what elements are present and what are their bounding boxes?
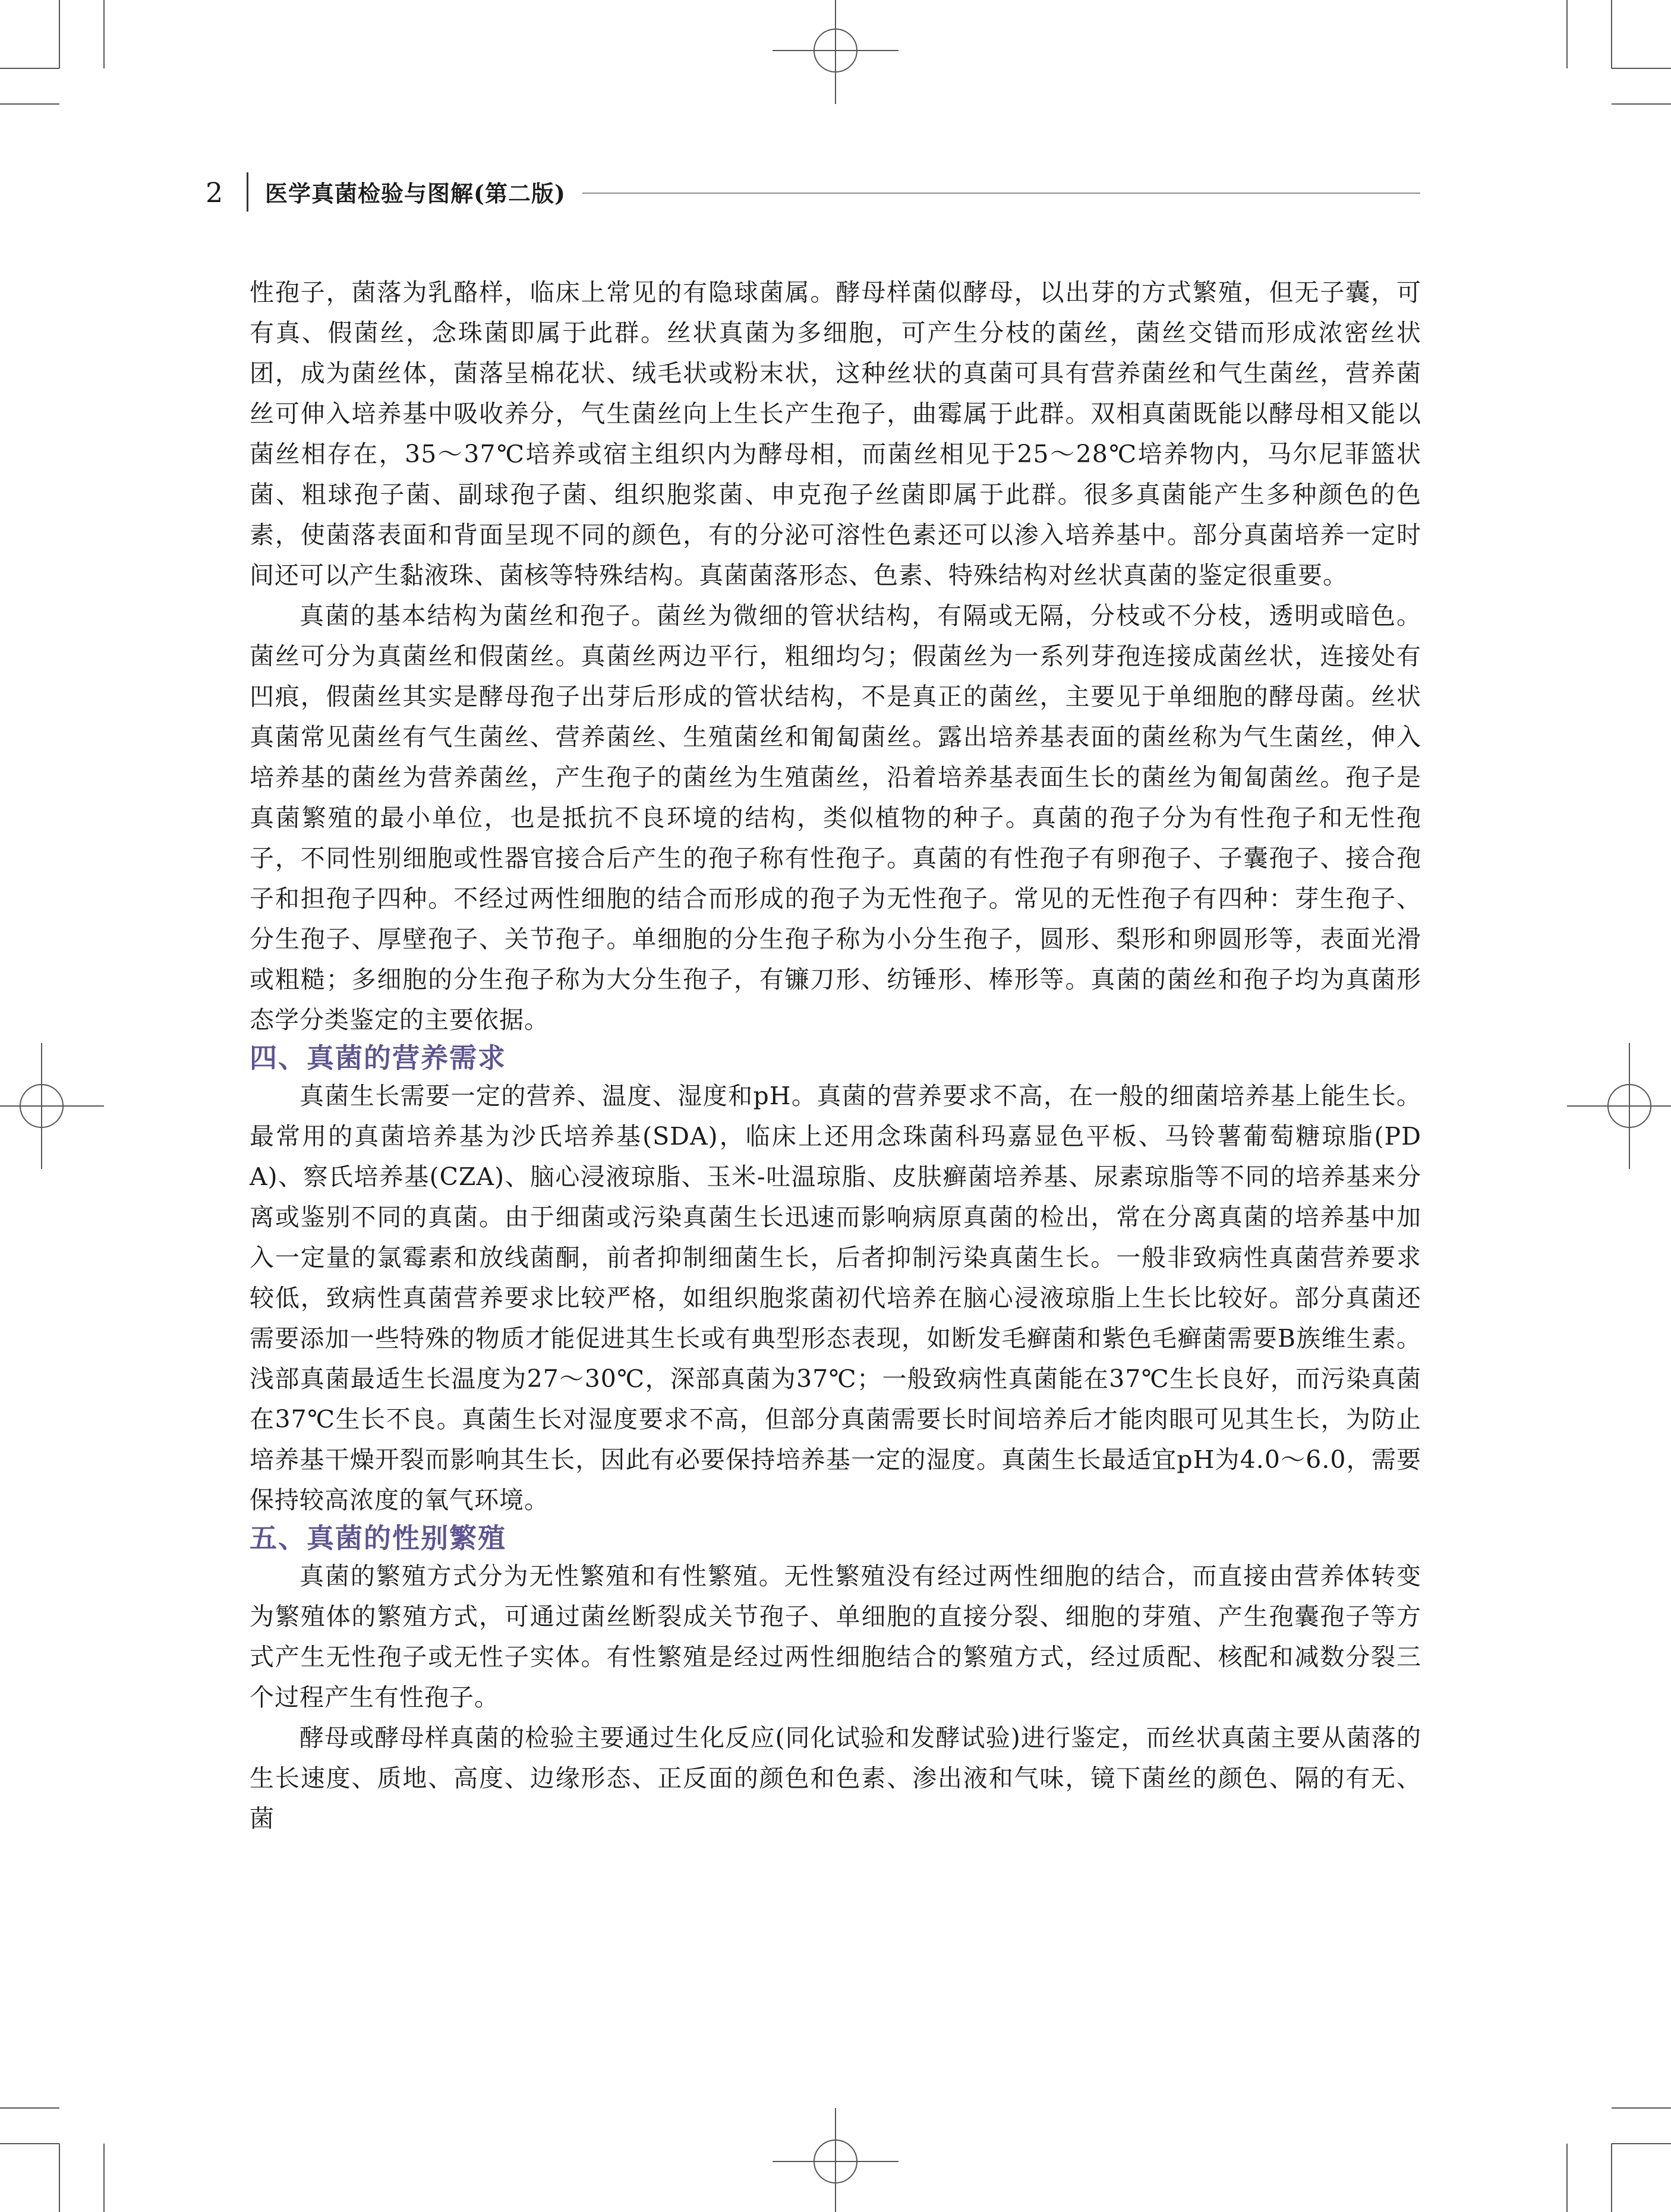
header-rule	[582, 193, 1420, 194]
running-header	[172, 172, 1420, 215]
header-divider	[247, 172, 248, 212]
paragraph-continued: 性孢子，菌落为乳酪样，临床上常见的有隐球菌属。酵母样菌似酵母，以出芽的方式繁殖，但无子囊，可有真、假菌丝，念珠菌即属于此群。丝状真菌为多细胞，可产生分枝的菌丝，菌丝交错而形成浓密丝状团，成为菌丝体，菌落呈棉花状、绒毛状或粉末状，这种丝状的真菌可具有营养菌丝和气生菌丝，营养菌丝可伸入培养基中吸收养分，气生菌丝向上生长产生孢子，曲霉属于此群。双相真菌既能以酵母相又能以菌丝相存在，35～37℃培养或宿主组织内为酵母相，而菌丝相见于25～28℃培养物内，马尔尼菲篮状菌、粗球孢子菌、副球孢子菌、组织胞浆菌、申克孢子丝菌即属于此群。很多真菌能产生多种颜色的色素，使菌落表面和背面呈现不同的颜色，有的分泌可溶性色素还可以渗入培养基中。部分真菌培养一定时间还可以产生黏液珠、菌核等特殊结构。真菌菌落形态、色素、特殊结构对丝状真菌的鉴定很重要。	[250, 278, 1421, 590]
paragraph-fungal-structure: 真菌的基本结构为菌丝和孢子。菌丝为微细的管状结构，有隔或无隔，分枝或不分枝，透明或暗色。菌丝可分为真菌丝和假菌丝。真菌丝两边平行，粗细均匀；假菌丝为一系列芽孢连接成菌丝状，连接处有凹痕，假菌丝其实是酵母孢子出芽后形成的管状结构，不是真正的菌丝，主要见于单细胞的酵母菌。丝状真菌常见菌丝有气生菌丝、营养菌丝、生殖菌丝和匍匐菌丝。露出培养基表面的菌丝称为气生菌丝，伸入培养基的菌丝为营养菌丝，产生孢子的菌丝为生殖菌丝，沿着培养基表面生长的菌丝为匍匐菌丝。孢子是真菌繁殖的最小单位，也是抵抗不良环境的结构，类似植物的种子。真菌的孢子分为有性孢子和无性孢子，不同性别细胞或性器官接合后产生的孢子称有性孢子。真菌的有性孢子有卵孢子、子囊孢子、接合孢子和担孢子四种。不经过两性细胞的结合而形成的孢子为无性孢子。常见的无性孢子有四种：芽生孢子、分生孢子、厚壁孢子、关节孢子。单细胞的分生孢子称为小分生孢子，圆形、梨形和卵圆形等，表面光滑或粗糙；多细胞的分生孢子称为大分生孢子，有镰刀形、纺锤形、棒形等。真菌的菌丝和孢子均为真菌形态学分类鉴定的主要依据。	[250, 601, 1421, 1034]
paragraph-nutrition: 真菌生长需要一定的营养、温度、湿度和pH。真菌的营养要求不高，在一般的细菌培养基上能生长。最常用的真菌培养基为沙氏培养基(SDA)，临床上还用念珠菌科玛嘉显色平板、马铃薯葡萄糖琼脂(PDA)、察氏培养基(CZA)、脑心浸液琼脂、玉米-吐温琼脂、皮肤癣菌培养基、尿素琼脂等不同的培养基来分离或鉴别不同的真菌。由于细菌或污染真菌生长迅速而影响病原真菌的检出，常在分离真菌的培养基中加入一定量的氯霉素和放线菌酮，前者抑制细菌生长，后者抑制污染真菌生长。一般非致病性真菌营养要求较低，致病性真菌营养要求比较严格，如组织胞浆菌初代培养在脑心浸液琼脂上生长比较好。部分真菌还需要添加一些特殊的物质才能促进其生长或有典型形态表现，如断发毛癣菌和紫色毛癣菌需要B族维生素。浅部真菌最适生长温度为27～30℃，深部真菌为37℃；一般致病性真菌能在37℃生长良好，而污染真菌在37℃生长不良。真菌生长对湿度要求不高，但部分真菌需要长时间培养后才能肉眼可见其生长，为防止培养基干燥开裂而影响其生长，因此有必要保持培养基一定的湿度。真菌生长最适宜pH为4.0～6.0，需要保持较高浓度的氧气环境。	[250, 1082, 1421, 1514]
section-heading-reproduction: 五、真菌的性别繁殖	[250, 1522, 506, 1554]
section-heading-nutrition: 四、真菌的营养需求	[250, 1042, 506, 1074]
paragraph-reproduction: 真菌的繁殖方式分为无性繁殖和有性繁殖。无性繁殖没有经过两性细胞的结合，而直接由营养体转变为繁殖体的繁殖方式，可通过菌丝断裂成关节孢子、单细胞的直接分裂、细胞的芽殖、产生孢囊孢子等方式产生无性孢子或无性子实体。有性繁殖是经过两性细胞结合的繁殖方式，经过质配、核配和减数分裂三个过程产生有性孢子。	[250, 1562, 1421, 1712]
page-body	[250, 272, 1421, 1839]
book-title: 医学真菌检验与图解(第二版)	[265, 180, 566, 207]
paragraph-identification: 酵母或酵母样真菌的检验主要通过生化反应(同化试验和发酵试验)进行鉴定，而丝状真菌主要从菌落的生长速度、质地、高度、边缘形态、正反面的颜色和色素、渗出液和气味，镜下菌丝的颜色、隔的有无、菌	[250, 1723, 1421, 1833]
page-number: 2	[206, 177, 223, 209]
